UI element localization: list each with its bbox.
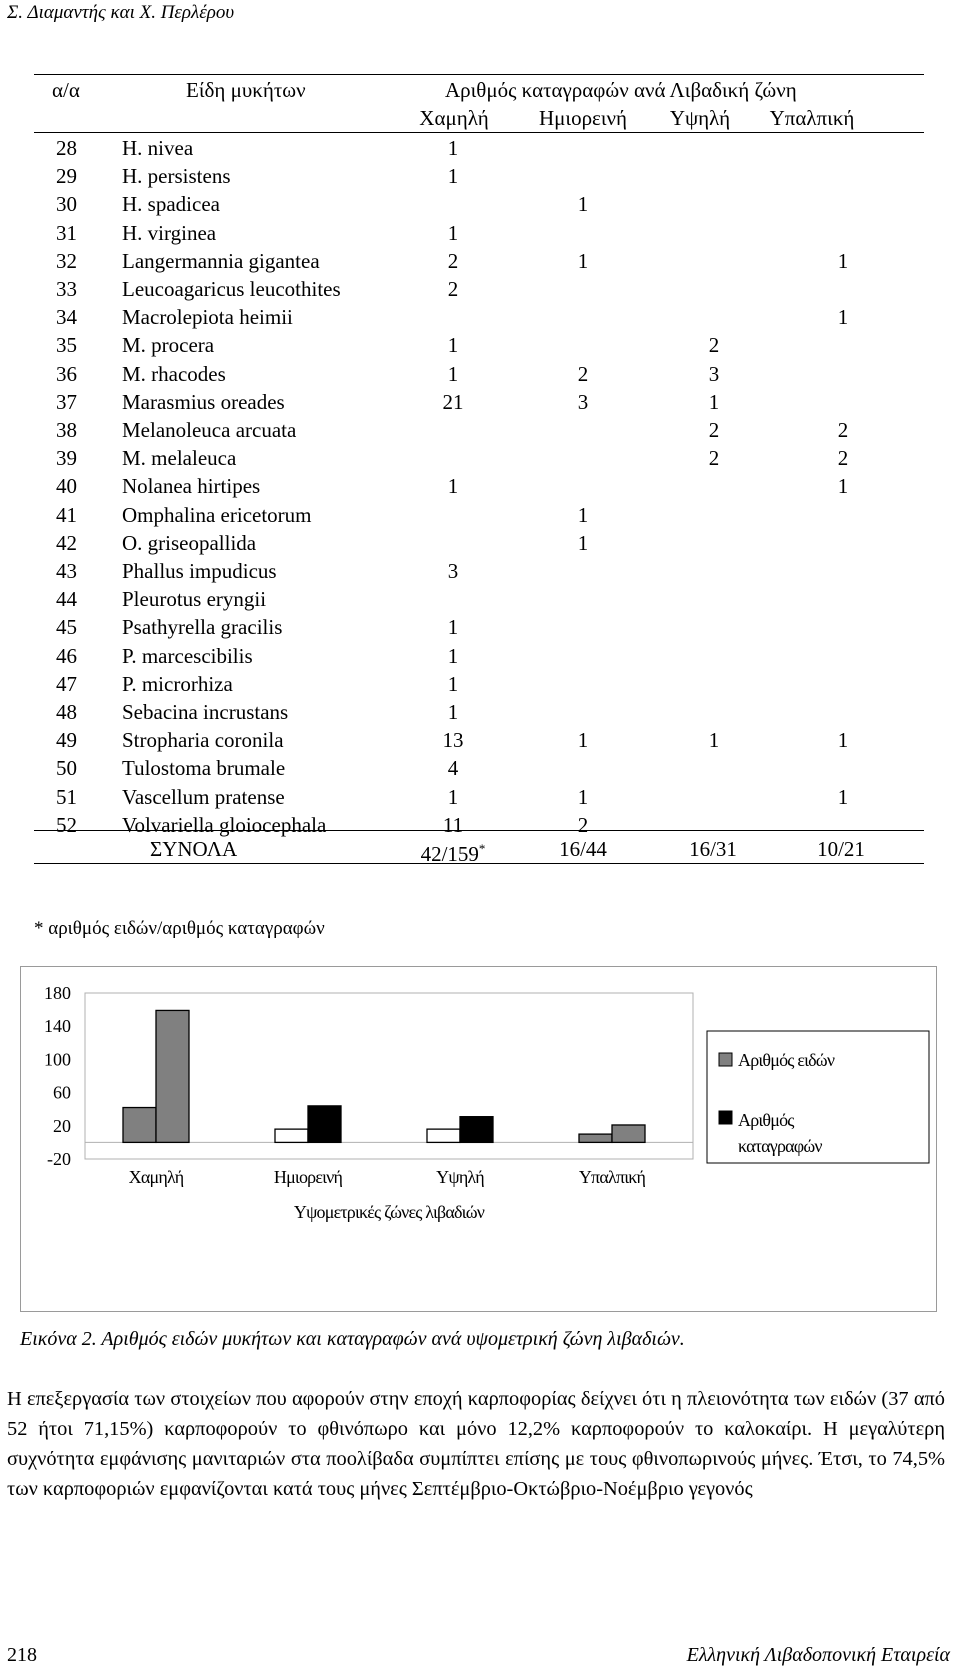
row-count: 3 <box>708 361 720 386</box>
row-species: Marasmius oreades <box>122 389 285 414</box>
row-species: H. persistens <box>122 164 231 189</box>
row-index: 52 <box>56 812 77 837</box>
row-species: Nolanea hirtipes <box>122 474 261 499</box>
row-count: 1 <box>837 728 849 753</box>
row-count: 21 <box>442 389 464 414</box>
col-header-zone-low: Χαμηλή <box>419 106 489 130</box>
row-index: 49 <box>56 728 77 753</box>
row-species: P. microrhiza <box>122 671 233 696</box>
x-axis-title: Υψομετρικές ζώνες λιβαδιών <box>293 1202 485 1222</box>
page-number: 218 <box>7 1644 37 1666</box>
row-count: 1 <box>577 502 589 527</box>
total-subalpine: 10/21 <box>817 837 865 861</box>
col-header-zone-mid: Ημιορεινή <box>539 106 627 130</box>
total-high: 16/31 <box>689 837 737 861</box>
legend-label-records-line2: καταγραφών <box>738 1136 822 1156</box>
bar-records <box>308 1106 341 1143</box>
row-species: Vascellum pratense <box>122 784 285 809</box>
y-tick-label: 100 <box>44 1049 71 1070</box>
legend-swatch-species <box>719 1053 732 1066</box>
y-tick-label: 60 <box>53 1082 71 1103</box>
col-header-species: Είδη μυκήτων <box>186 78 306 102</box>
row-index: 35 <box>56 333 77 358</box>
row-species: Melanoleuca arcuata <box>122 418 297 442</box>
row-species: P. marcescibilis <box>122 643 253 668</box>
row-index: 44 <box>56 587 77 612</box>
row-species: H. spadicea <box>122 192 220 217</box>
row-species: Leucoagaricus leucothites <box>122 277 341 301</box>
row-species: Pleurotus eryngii <box>122 587 267 612</box>
row-index: 37 <box>56 389 77 414</box>
x-category-label: Χαμηλή <box>128 1167 184 1187</box>
footer-organization: Ελληνική Λιβαδοπονική Εταιρεία <box>686 1644 950 1666</box>
body-paragraph: Η επεξεργασία των στοιχείων που αφορούν στην εποχή καρποφορίας δείχνει ότι η πλειονότητα των ειδών (37 από 52 ήτοι 71,15%) καρποφορούν το φθινόπωρο και μόνο 12,2% καρποφορούν το καλοκαίρι. Η μεγαλύτερη συχνότητα εμφάνισης μανιταριών στα ποολίβαδα συμπίπτει επίσης με τους φθινοπωρινούς μήνες. Έτσι, το 74,5% των καρποφοριών εμφανίζονται κατά τους μήνες Σεπτέμβριο-Οκτώβριο-Νοέμβριο γεγονός <box>7 1388 945 1500</box>
row-species: Phallus impudicus <box>122 559 277 583</box>
x-category-label: Υπαλπική <box>578 1167 646 1187</box>
row-count: 1 <box>577 192 589 217</box>
row-count: 2 <box>837 446 849 471</box>
bar-records <box>460 1117 493 1143</box>
bar-records <box>156 1010 189 1142</box>
row-species: H. virginea <box>122 220 217 245</box>
row-count: 11 <box>442 812 464 837</box>
table-totals-rule <box>34 830 924 831</box>
col-header-index: α/α <box>52 78 80 102</box>
row-count: 3 <box>577 389 589 414</box>
row-index: 43 <box>56 559 77 583</box>
row-count: 1 <box>837 305 849 330</box>
bar-species <box>427 1129 460 1142</box>
row-species: M. melaleuca <box>122 446 237 471</box>
row-count: 1 <box>447 164 459 189</box>
chart-frame <box>20 966 937 1312</box>
row-index: 32 <box>56 248 77 273</box>
col-header-group: Αριθμός καταγραφών ανά Λιβαδική ζώνη <box>445 78 797 102</box>
row-index: 38 <box>56 418 77 442</box>
row-species: H. nivea <box>122 136 194 160</box>
row-count: 1 <box>447 643 459 668</box>
row-index: 34 <box>56 305 77 330</box>
row-count: 1 <box>708 728 720 753</box>
row-index: 47 <box>56 671 77 696</box>
row-count: 1 <box>837 474 849 499</box>
row-index: 51 <box>56 784 77 809</box>
row-species: Stropharia coronila <box>122 728 284 753</box>
running-header-authors: Σ. Διαμαντής και Χ. Περλέρου <box>7 2 235 23</box>
total-low-value: 42/159 <box>420 842 479 866</box>
y-tick-label: 20 <box>53 1115 71 1136</box>
row-count: 1 <box>447 671 459 696</box>
row-count: 1 <box>447 361 459 386</box>
row-count: 2 <box>447 248 459 273</box>
row-index: 42 <box>56 530 77 555</box>
row-count: 1 <box>447 220 459 245</box>
x-category-label: Ημιορεινή <box>273 1167 343 1187</box>
row-count: 1 <box>708 389 720 414</box>
row-species: M. procera <box>122 333 215 358</box>
row-index: 29 <box>56 164 77 189</box>
row-count: 1 <box>837 784 849 809</box>
total-footnote-mark: * <box>478 841 486 856</box>
row-count: 2 <box>447 277 459 301</box>
table-top-rule <box>34 74 924 75</box>
row-index: 36 <box>56 361 77 386</box>
row-count: 2 <box>708 446 720 471</box>
row-index: 45 <box>56 615 77 640</box>
row-index: 28 <box>56 136 77 160</box>
row-count: 1 <box>447 784 459 809</box>
row-count: 1 <box>447 136 459 160</box>
total-mid: 16/44 <box>559 837 607 861</box>
row-species: O. griseopallida <box>122 530 257 555</box>
y-tick-label: -20 <box>47 1149 71 1169</box>
row-species: Sebacina incrustans <box>122 700 289 724</box>
row-count: 1 <box>577 530 589 555</box>
species-table <box>34 74 924 864</box>
row-count: 2 <box>708 333 720 358</box>
row-species: Psathyrella gracilis <box>122 615 283 640</box>
species-records-bar-chart <box>21 967 935 1310</box>
row-index: 39 <box>56 446 77 471</box>
row-index: 50 <box>56 756 77 781</box>
row-count: 13 <box>442 728 464 753</box>
row-count: 1 <box>577 784 589 809</box>
row-species: Macrolepiota heimii <box>122 305 293 330</box>
row-count: 3 <box>447 559 459 583</box>
col-header-zone-subalpine: Υπαλπική <box>769 106 855 130</box>
table-footnote: * αριθμός ειδών/αριθμός καταγραφών <box>34 918 325 939</box>
x-category-label: Υψηλή <box>436 1167 484 1187</box>
row-species: Omphalina ericetorum <box>122 502 312 527</box>
row-count: 1 <box>447 333 459 358</box>
totals-label: ΣΥΝΟΛΑ <box>150 837 238 861</box>
row-index: 40 <box>56 474 77 499</box>
row-index: 31 <box>56 220 77 245</box>
bar-records <box>612 1125 645 1142</box>
row-species: Volvariella gloiocephala <box>122 812 327 837</box>
row-index: 48 <box>56 700 77 724</box>
col-header-zone-high: Υψηλή <box>669 106 731 130</box>
row-species: M. rhacodes <box>122 361 226 386</box>
table-bottom-rule <box>34 863 924 864</box>
row-count: 2 <box>708 418 720 442</box>
row-count: 1 <box>837 248 849 273</box>
bar-species <box>275 1129 308 1142</box>
row-species: Tulostoma brumale <box>122 756 286 781</box>
legend-swatch-records <box>719 1111 732 1124</box>
row-count: 2 <box>577 812 589 837</box>
row-count: 1 <box>447 700 459 724</box>
bar-species <box>579 1134 612 1142</box>
bar-species <box>123 1108 156 1143</box>
row-index: 41 <box>56 502 77 527</box>
legend-label-records-line1: Αριθμός <box>738 1110 794 1130</box>
y-tick-label: 140 <box>44 1016 71 1037</box>
row-index: 30 <box>56 192 77 217</box>
y-tick-label: 180 <box>44 983 71 1003</box>
row-count: 4 <box>447 756 459 781</box>
table-header-rule <box>34 132 924 133</box>
row-index: 33 <box>56 277 77 301</box>
row-count: 1 <box>577 728 589 753</box>
row-count: 1 <box>447 474 459 499</box>
legend-label-species: Αριθμός ειδών <box>738 1050 835 1070</box>
row-species: Langermannia gigantea <box>122 248 320 273</box>
row-count: 2 <box>577 361 589 386</box>
row-count: 1 <box>577 248 589 273</box>
row-count: 1 <box>447 615 459 640</box>
row-index: 46 <box>56 643 77 668</box>
row-count: 2 <box>837 418 849 442</box>
figure-caption: Εικόνα 2. Αριθμός ειδών μυκήτων και καταγραφών ανά υψομετρική ζώνη λιβαδιών. <box>20 1328 685 1350</box>
